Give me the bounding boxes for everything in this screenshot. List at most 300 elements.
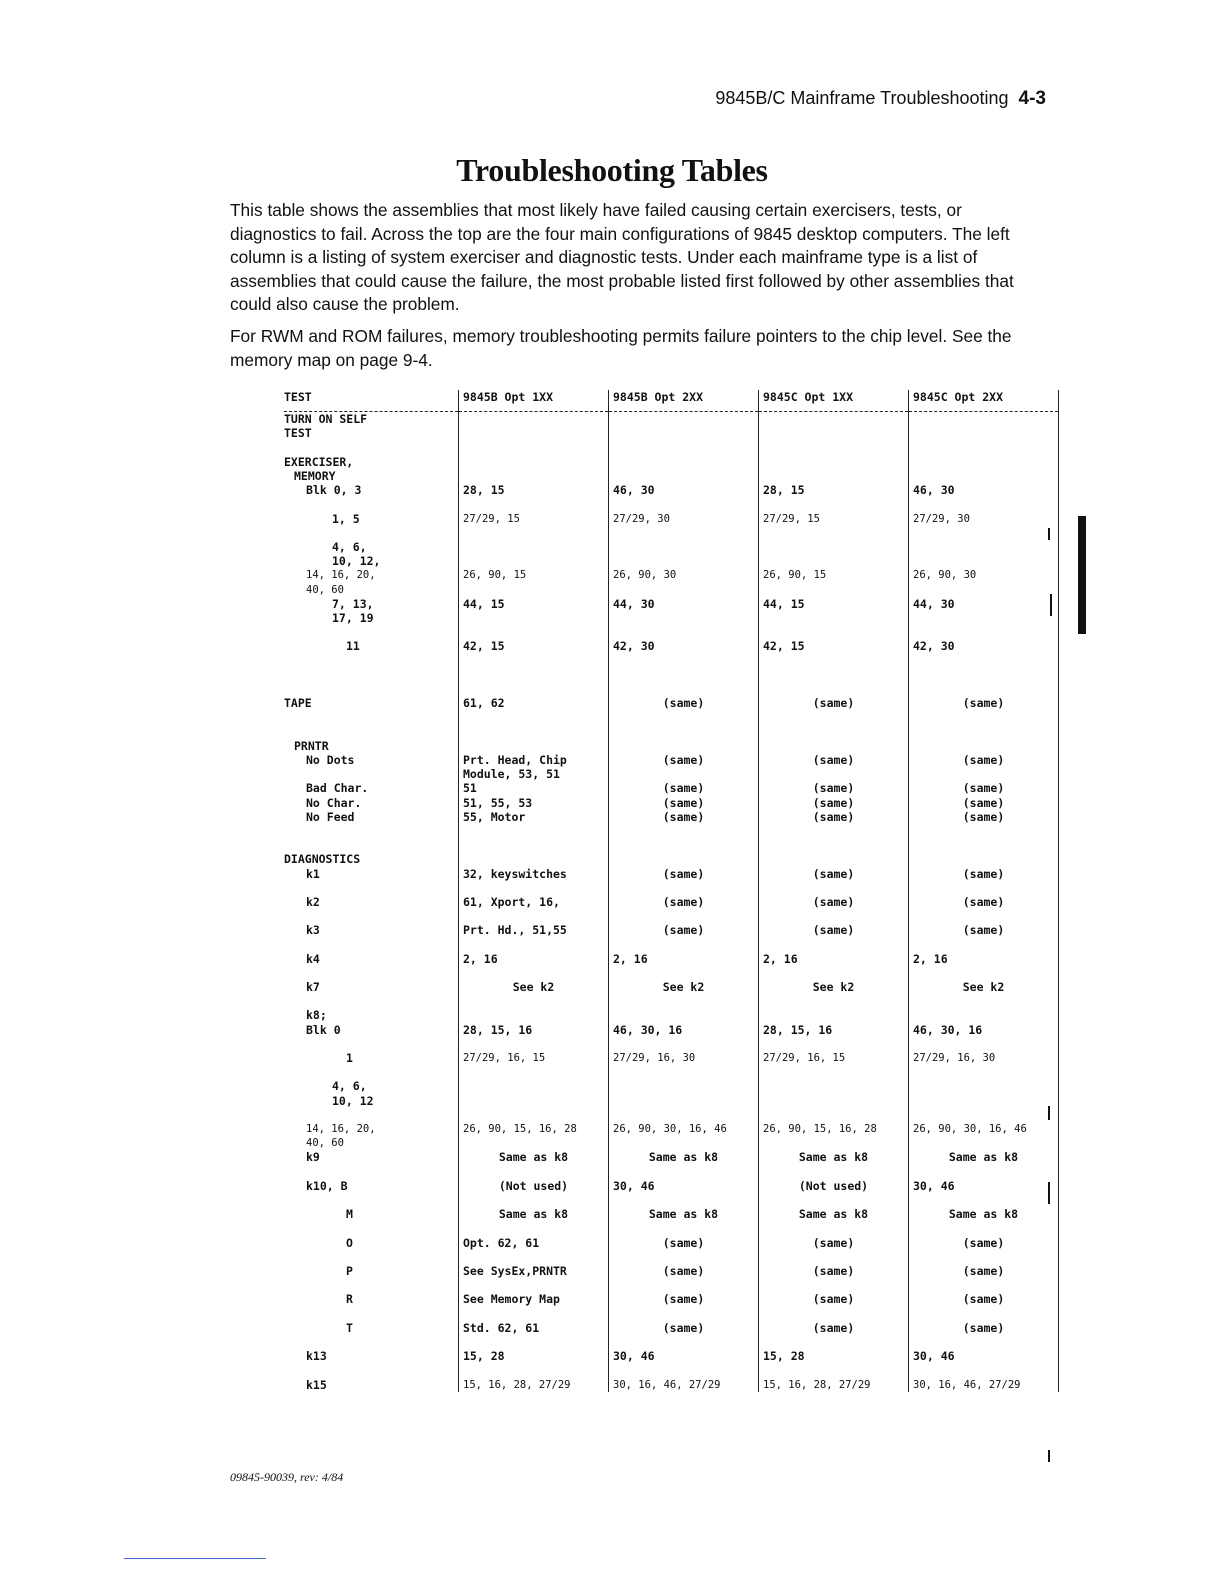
assembly-cell: 30, 16, 46, 27/29 <box>909 1378 1059 1392</box>
assembly-cell <box>609 725 759 739</box>
assembly-cell <box>609 526 759 540</box>
table-row <box>284 654 1059 668</box>
table-row <box>284 1150 1059 1164</box>
table-row <box>284 497 1059 511</box>
assembly-cell: (same) <box>909 696 1059 710</box>
assembly-cell: 44, 15 <box>459 597 609 611</box>
assembly-cell: See k2 <box>759 980 909 994</box>
assembly-cell: 2, 16 <box>459 952 609 966</box>
assembly-cell: 32, keyswitches <box>459 867 609 881</box>
assembly-cell: 26, 90, 30, 16, 46 <box>609 1122 759 1136</box>
column-header: TEST <box>284 390 312 404</box>
assembly-cell <box>609 966 759 980</box>
assembly-cell: (same) <box>609 1292 759 1306</box>
test-name-cell <box>284 497 459 511</box>
assembly-cell <box>459 668 609 682</box>
page-number: 4-3 <box>1018 88 1046 109</box>
test-name-cell: No Dots <box>306 752 355 767</box>
assembly-cell <box>609 1221 759 1235</box>
assembly-cell <box>909 1008 1059 1022</box>
assembly-cell <box>909 725 1059 739</box>
assembly-cell: Same as k8 <box>609 1207 759 1221</box>
assembly-cell: 27/29, 16, 30 <box>909 1051 1059 1065</box>
assembly-cell: 15, 16, 28, 27/29 <box>759 1378 909 1392</box>
assembly-cell <box>609 1165 759 1179</box>
test-name-cell: k1 <box>306 866 320 881</box>
table-row <box>284 696 1059 710</box>
assembly-cell: (same) <box>759 1236 909 1250</box>
assembly-cell <box>609 1094 759 1108</box>
assembly-cell: 46, 30, 16 <box>909 1023 1059 1037</box>
assembly-cell: (same) <box>609 867 759 881</box>
table-row <box>284 796 1059 810</box>
assembly-cell: (same) <box>609 796 759 810</box>
table-row <box>284 852 1059 866</box>
assembly-cell <box>459 725 609 739</box>
test-name-cell: 7, 13, <box>332 596 374 611</box>
test-name-cell: k2 <box>306 894 320 909</box>
assembly-cell <box>459 441 609 455</box>
assembly-cell: (same) <box>909 753 1059 767</box>
assembly-cell <box>759 725 909 739</box>
test-name-cell: Blk 0, 3 <box>306 483 362 498</box>
assembly-cell <box>759 710 909 724</box>
assembly-cell <box>459 554 609 568</box>
assembly-cell <box>759 412 909 427</box>
assembly-cell <box>909 654 1059 668</box>
test-name-cell: O <box>346 1235 353 1250</box>
assembly-cell: (same) <box>759 781 909 795</box>
assembly-cell: (same) <box>759 923 909 937</box>
table-row <box>284 1236 1059 1250</box>
table-row <box>284 753 1059 767</box>
assembly-cell: (same) <box>909 1292 1059 1306</box>
table-header-row <box>284 390 1059 404</box>
assembly-cell: (same) <box>759 1321 909 1335</box>
running-header <box>650 88 1046 110</box>
assembly-cell <box>459 881 609 895</box>
assembly-cell: (same) <box>609 923 759 937</box>
assembly-cell <box>459 966 609 980</box>
table-row <box>284 1193 1059 1207</box>
test-name-cell: R <box>346 1292 353 1307</box>
change-bar <box>1048 1182 1050 1204</box>
assembly-cell <box>909 497 1059 511</box>
table-row <box>284 1378 1059 1392</box>
test-name-cell <box>284 838 459 852</box>
assembly-cell <box>609 767 759 781</box>
test-name-cell <box>284 966 459 980</box>
assembly-cell <box>759 1307 909 1321</box>
test-name-cell <box>284 1250 459 1264</box>
assembly-cell <box>459 526 609 540</box>
assembly-cell: (same) <box>609 810 759 824</box>
table-row <box>284 810 1059 824</box>
header-separator <box>284 404 1059 412</box>
assembly-cell <box>909 611 1059 625</box>
table-row <box>284 1079 1059 1093</box>
assembly-cell <box>759 838 909 852</box>
assembly-cell: See k2 <box>459 980 609 994</box>
table-row <box>284 867 1059 881</box>
assembly-cell <box>759 611 909 625</box>
assembly-cell: Module, 53, 51 <box>459 767 609 781</box>
assembly-cell <box>909 625 1059 639</box>
assembly-cell <box>609 1079 759 1093</box>
assembly-cell <box>459 611 609 625</box>
assembly-cell: 51 <box>459 781 609 795</box>
table-row <box>284 1051 1059 1065</box>
assembly-cell: 27/29, 30 <box>909 512 1059 526</box>
assembly-cell <box>759 469 909 483</box>
table-row <box>284 1165 1059 1179</box>
assembly-cell: 2, 16 <box>759 952 909 966</box>
assembly-cell: (same) <box>909 796 1059 810</box>
assembly-cell <box>609 668 759 682</box>
assembly-cell <box>459 852 609 866</box>
assembly-cell <box>609 554 759 568</box>
assembly-cell <box>459 1136 609 1150</box>
assembly-cell <box>459 1193 609 1207</box>
table-row <box>284 881 1059 895</box>
test-name-cell <box>284 767 459 781</box>
table-row <box>284 1250 1059 1264</box>
assembly-cell <box>459 1278 609 1292</box>
test-name-cell <box>284 824 459 838</box>
assembly-cell <box>609 583 759 597</box>
assembly-cell <box>759 1136 909 1150</box>
assembly-cell <box>609 1193 759 1207</box>
assembly-cell: Same as k8 <box>759 1150 909 1164</box>
assembly-cell <box>609 1037 759 1051</box>
assembly-cell: (same) <box>909 1264 1059 1278</box>
assembly-cell: (same) <box>909 867 1059 881</box>
assembly-cell <box>459 838 609 852</box>
assembly-cell <box>609 1108 759 1122</box>
assembly-cell <box>609 1136 759 1150</box>
assembly-cell: (same) <box>759 1292 909 1306</box>
assembly-cell <box>909 1335 1059 1349</box>
test-name-cell: 40, 60 <box>306 1137 344 1150</box>
assembly-cell <box>759 1037 909 1051</box>
assembly-cell: 26, 90, 30 <box>909 568 1059 582</box>
assembly-cell <box>909 838 1059 852</box>
assembly-cell: Same as k8 <box>459 1150 609 1164</box>
assembly-cell <box>759 909 909 923</box>
assembly-cell <box>459 497 609 511</box>
assembly-cell: 15, 28 <box>759 1349 909 1363</box>
table-row <box>284 441 1059 455</box>
test-name-cell: 1 <box>346 1051 353 1066</box>
assembly-cell <box>459 909 609 923</box>
assembly-cell <box>909 909 1059 923</box>
table-row <box>284 1094 1059 1108</box>
test-name-cell <box>284 1363 459 1377</box>
test-name-cell: MEMORY <box>294 469 336 483</box>
table-row <box>284 1264 1059 1278</box>
table-row <box>284 568 1059 582</box>
table-row <box>284 597 1059 611</box>
test-name-cell <box>284 654 459 668</box>
test-name-cell: k8; <box>306 1008 327 1023</box>
assembly-cell <box>909 583 1059 597</box>
table-row <box>284 1363 1059 1377</box>
assembly-cell <box>909 1136 1059 1150</box>
assembly-cell <box>609 441 759 455</box>
assembly-cell: 30, 46 <box>609 1179 759 1193</box>
assembly-cell <box>909 412 1059 427</box>
test-name-cell <box>284 1307 459 1321</box>
assembly-cell <box>909 540 1059 554</box>
test-name-cell: 10, 12 <box>332 1093 374 1108</box>
assembly-cell: (same) <box>759 753 909 767</box>
assembly-cell <box>459 1008 609 1022</box>
assembly-cell <box>909 1278 1059 1292</box>
assembly-cell <box>909 852 1059 866</box>
assembly-cell <box>759 1108 909 1122</box>
assembly-cell <box>909 710 1059 724</box>
assembly-cell <box>459 1165 609 1179</box>
assembly-cell <box>759 966 909 980</box>
assembly-cell <box>759 654 909 668</box>
table-row <box>284 980 1059 994</box>
assembly-cell: See k2 <box>609 980 759 994</box>
test-name-cell <box>284 994 459 1008</box>
test-name-cell: TURN ON SELF <box>284 412 368 427</box>
assembly-cell <box>759 526 909 540</box>
assembly-cell <box>759 668 909 682</box>
assembly-cell: (same) <box>609 895 759 909</box>
assembly-cell <box>759 1193 909 1207</box>
assembly-cell <box>909 1307 1059 1321</box>
test-name-cell: k13 <box>306 1349 327 1364</box>
test-name-cell: 14, 16, 20, <box>306 569 376 582</box>
assembly-cell <box>609 1307 759 1321</box>
assembly-cell: (same) <box>909 810 1059 824</box>
assembly-cell: 42, 30 <box>609 639 759 653</box>
assembly-cell: 15, 28 <box>459 1349 609 1363</box>
assembly-cell <box>609 1250 759 1264</box>
table-row <box>284 824 1059 838</box>
assembly-cell <box>759 441 909 455</box>
assembly-cell <box>909 526 1059 540</box>
test-name-cell: T <box>346 1320 353 1335</box>
test-name-cell: Blk 0 <box>306 1022 341 1037</box>
assembly-cell <box>909 469 1059 483</box>
assembly-cell <box>609 540 759 554</box>
assembly-cell: 26, 90, 30 <box>609 568 759 582</box>
table-row <box>284 710 1059 724</box>
change-bar <box>1048 1450 1050 1462</box>
assembly-cell: Same as k8 <box>459 1207 609 1221</box>
table-row <box>284 838 1059 852</box>
table-row <box>284 682 1059 696</box>
assembly-cell: 28, 15 <box>459 483 609 497</box>
assembly-cell <box>609 455 759 469</box>
test-name-cell: 14, 16, 20, <box>306 1123 376 1136</box>
assembly-cell: (same) <box>909 895 1059 909</box>
table-row <box>284 1307 1059 1321</box>
table-row <box>284 895 1059 909</box>
assembly-cell <box>459 682 609 696</box>
test-name-cell: 17, 19 <box>332 611 374 625</box>
assembly-cell <box>759 1094 909 1108</box>
assembly-cell <box>759 852 909 866</box>
assembly-cell <box>909 668 1059 682</box>
assembly-cell <box>459 426 609 440</box>
assembly-cell <box>609 838 759 852</box>
table-row <box>284 923 1059 937</box>
assembly-cell <box>459 654 609 668</box>
assembly-cell <box>459 469 609 483</box>
table-row <box>284 554 1059 568</box>
test-name-cell: 4, 6, <box>332 1079 367 1094</box>
assembly-cell: 27/29, 15 <box>759 512 909 526</box>
assembly-cell: Opt. 62, 61 <box>459 1236 609 1250</box>
assembly-cell: 26, 90, 30, 16, 46 <box>909 1122 1059 1136</box>
assembly-cell <box>609 909 759 923</box>
assembly-cell <box>459 455 609 469</box>
test-name-cell: 4, 6, <box>332 539 367 554</box>
assembly-cell: Prt. Hd., 51,55 <box>459 923 609 937</box>
assembly-cell <box>759 682 909 696</box>
table-row <box>284 668 1059 682</box>
assembly-cell: 30, 46 <box>609 1349 759 1363</box>
assembly-cell: 27/29, 16, 15 <box>459 1051 609 1065</box>
assembly-cell <box>759 540 909 554</box>
assembly-cell <box>759 938 909 952</box>
assembly-cell: 42, 15 <box>759 639 909 653</box>
table-row <box>284 526 1059 540</box>
table-row <box>284 483 1059 497</box>
assembly-cell <box>609 938 759 952</box>
assembly-cell <box>909 938 1059 952</box>
assembly-cell <box>609 739 759 753</box>
assembly-cell: Same as k8 <box>909 1207 1059 1221</box>
assembly-cell: 46, 30 <box>909 483 1059 497</box>
assembly-cell <box>459 710 609 724</box>
test-name-cell: 10, 12, <box>332 554 381 569</box>
assembly-cell <box>909 824 1059 838</box>
assembly-cell <box>909 881 1059 895</box>
assembly-cell: 26, 90, 15, 16, 28 <box>459 1122 609 1136</box>
test-name-cell: EXERCISER, <box>284 454 354 469</box>
test-name-cell <box>284 909 459 923</box>
assembly-cell <box>909 554 1059 568</box>
assembly-cell <box>459 1065 609 1079</box>
assembly-cell: 28, 15, 16 <box>459 1023 609 1037</box>
test-name-cell <box>284 1221 459 1235</box>
assembly-cell: See SysEx,PRNTR <box>459 1264 609 1278</box>
assembly-cell: 27/29, 16, 30 <box>609 1051 759 1065</box>
column-header: 9845C Opt 1XX <box>759 390 909 404</box>
assembly-cell <box>609 1363 759 1377</box>
table-row <box>284 1023 1059 1037</box>
assembly-cell <box>759 1065 909 1079</box>
assembly-cell <box>609 412 759 427</box>
assembly-cell: See k2 <box>909 980 1059 994</box>
assembly-cell <box>459 1221 609 1235</box>
page-title: Troubleshooting Tables <box>456 152 768 188</box>
assembly-cell: (same) <box>759 810 909 824</box>
assembly-cell: (same) <box>609 1236 759 1250</box>
assembly-cell <box>609 1065 759 1079</box>
intro-paragraph: This table shows the assemblies that most likely have failed causing certain exercisers, tests, or diagnostics to fail. Across the top are the four main configurations of 9845 desktop computers. The left column is a listing of system exerciser and diagnostic tests. Under each mainframe type is a list of assemblies that could cause the failure, the most probable listed first followed by other assemblies that could also cause the problem. <box>230 200 1014 314</box>
test-name-cell <box>284 682 459 696</box>
test-name-cell: P <box>346 1264 353 1279</box>
assembly-cell <box>909 1363 1059 1377</box>
assembly-cell <box>909 1165 1059 1179</box>
table-row <box>284 1065 1059 1079</box>
table-row <box>284 966 1059 980</box>
test-name-cell <box>284 1335 459 1349</box>
assembly-cell: 46, 30, 16 <box>609 1023 759 1037</box>
assembly-cell: 55, Motor <box>459 810 609 824</box>
table-row <box>284 611 1059 625</box>
assembly-cell: 26, 90, 15 <box>459 568 609 582</box>
assembly-cell <box>909 767 1059 781</box>
test-name-cell <box>284 710 459 724</box>
test-name-cell: k10, B <box>306 1178 348 1193</box>
assembly-cell <box>459 1335 609 1349</box>
test-name-cell <box>284 881 459 895</box>
test-name-cell: 11 <box>346 639 360 654</box>
assembly-cell: 44, 30 <box>609 597 759 611</box>
table-row <box>284 725 1059 739</box>
table-row <box>284 909 1059 923</box>
test-name-cell <box>284 1037 459 1051</box>
assembly-cell <box>609 682 759 696</box>
assembly-cell <box>909 441 1059 455</box>
assembly-cell: 28, 15 <box>759 483 909 497</box>
assembly-cell: (same) <box>609 696 759 710</box>
assembly-cell <box>459 1250 609 1264</box>
test-name-cell: PRNTR <box>294 738 329 753</box>
table-row <box>284 426 1059 440</box>
change-bar <box>1078 516 1086 634</box>
table-row <box>284 469 1059 483</box>
assembly-cell <box>909 1065 1059 1079</box>
assembly-cell: 46, 30 <box>609 483 759 497</box>
assembly-cell: 2, 16 <box>909 952 1059 966</box>
test-name-cell: No Char. <box>306 795 362 810</box>
assembly-cell <box>909 1037 1059 1051</box>
test-name-cell <box>284 1193 459 1207</box>
table-row <box>284 994 1059 1008</box>
table-row <box>284 1321 1059 1335</box>
assembly-cell <box>459 1079 609 1093</box>
assembly-cell <box>759 1008 909 1022</box>
assembly-cell <box>909 455 1059 469</box>
assembly-cell: Prt. Head, Chip <box>459 753 609 767</box>
assembly-cell <box>459 938 609 952</box>
assembly-cell <box>609 852 759 866</box>
assembly-cell <box>459 583 609 597</box>
table-row <box>284 1278 1059 1292</box>
table-row <box>284 1037 1059 1051</box>
column-header: 9845C Opt 2XX <box>909 390 1059 404</box>
assembly-cell: 27/29, 15 <box>459 512 609 526</box>
table-row <box>284 739 1059 753</box>
assembly-cell <box>909 1221 1059 1235</box>
assembly-cell: (same) <box>759 696 909 710</box>
assembly-cell <box>759 824 909 838</box>
assembly-cell <box>459 994 609 1008</box>
assembly-cell <box>459 1108 609 1122</box>
test-name-cell <box>284 1278 459 1292</box>
change-bar <box>1048 528 1050 540</box>
assembly-cell: (same) <box>909 1321 1059 1335</box>
